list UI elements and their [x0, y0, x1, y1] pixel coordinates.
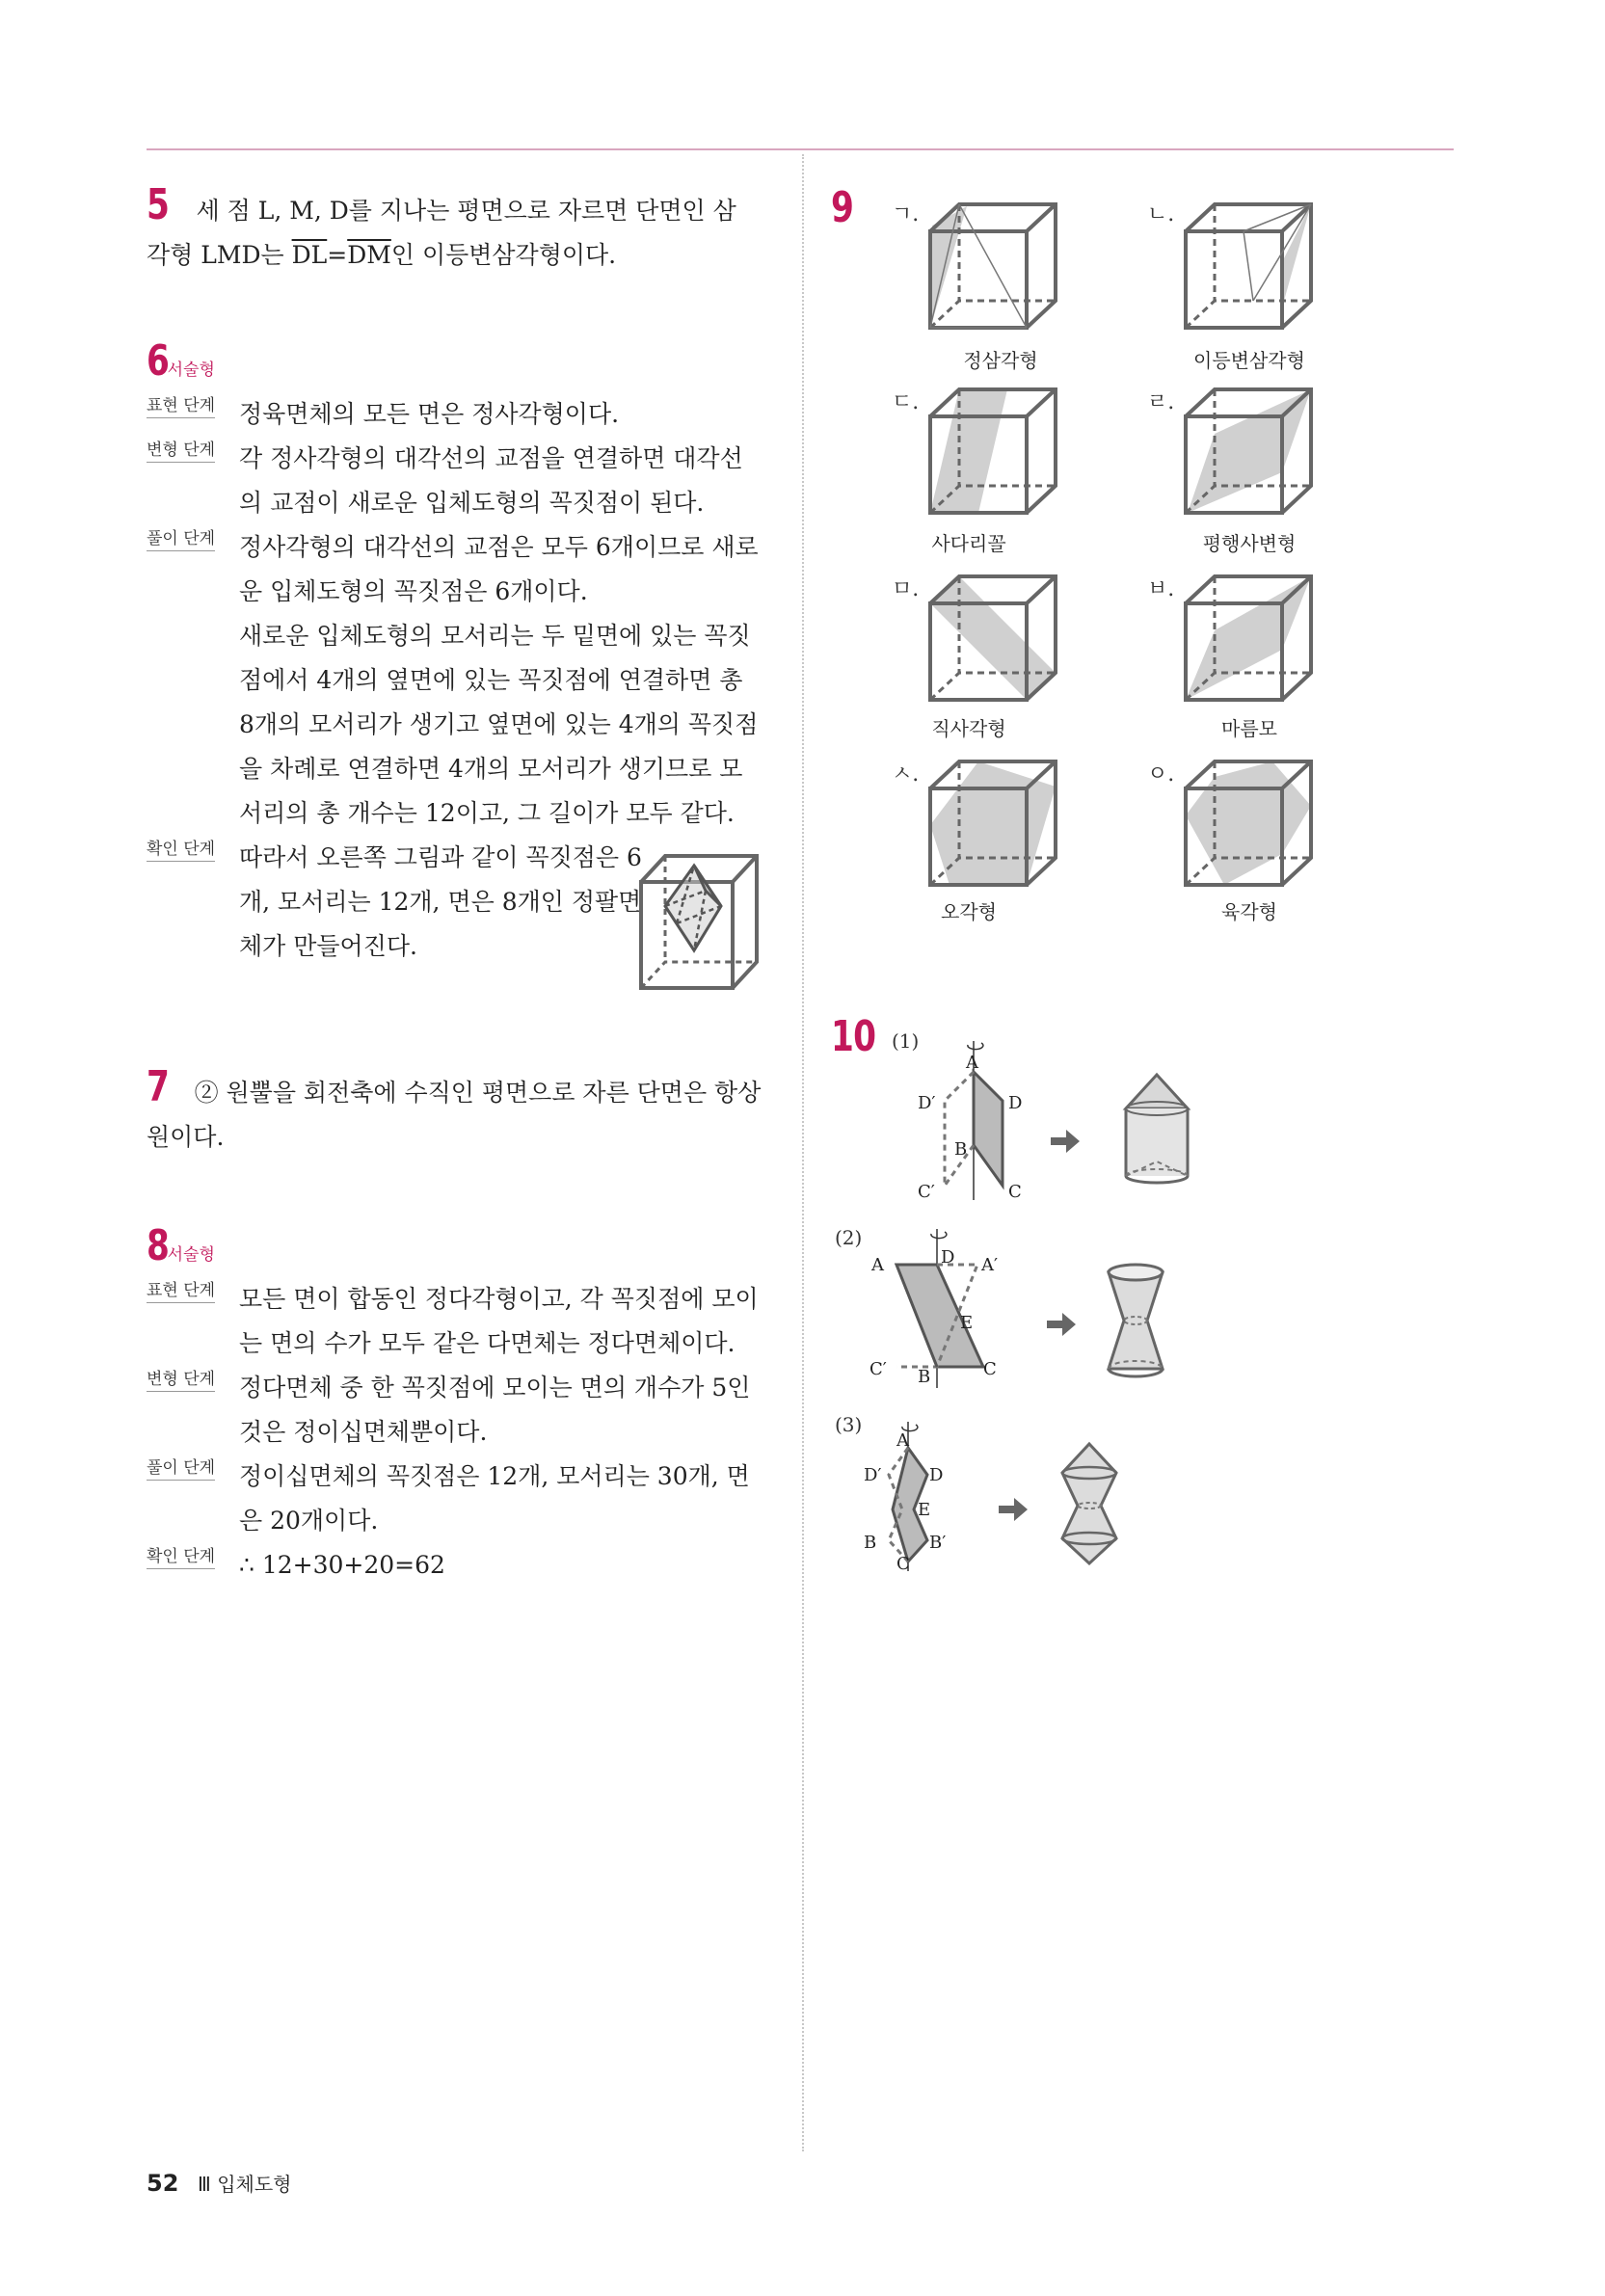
- question-7: [147, 1062, 763, 1160]
- item-caption: 사다리꼴: [931, 532, 1006, 555]
- q5-line2a: 각형 LMD는: [147, 241, 292, 269]
- part-mark: (1): [892, 1029, 920, 1053]
- item-mark: ㄹ.: [1147, 390, 1175, 414]
- point-label: A: [966, 1053, 978, 1073]
- cube-section-parallelogram: [1176, 386, 1321, 521]
- revolution-figure-1: [906, 1031, 1224, 1205]
- question-10-number: 10: [831, 1012, 876, 1061]
- step-label: 풀이 단계: [147, 1456, 215, 1481]
- point-label: C: [1008, 1182, 1022, 1202]
- step-transform: [147, 437, 763, 525]
- point-label: E: [918, 1500, 931, 1520]
- step-label: 확인 단계: [147, 838, 215, 862]
- step-text: 각 정사각형의 대각선의 교점을 연결하면 대각선의 교점이 새로운 입체도형의 꼭짓점이 된다.: [239, 444, 743, 517]
- item-mark: ㄷ.: [892, 390, 920, 414]
- cube-section-hexagon: [1176, 758, 1321, 893]
- item-mark: ㄱ.: [892, 202, 920, 227]
- step-text: 따라서 오른쪽 그림과 같이 꼭짓점은 6개, 모서리는 12개, 면은 8개인 정팔면체가 만들어진다.: [239, 843, 642, 960]
- revolution-figure-3: [858, 1417, 1186, 1571]
- point-label: B: [918, 1367, 931, 1387]
- double-cone-frustum-solid: [1062, 1444, 1116, 1563]
- revolution-figure-2: [858, 1224, 1186, 1398]
- question-number: 5: [147, 180, 170, 229]
- step-label: 풀이 단계: [147, 527, 215, 551]
- cube-section-rectangle: [921, 573, 1065, 707]
- point-label: C′: [918, 1182, 935, 1202]
- step-label: 표현 단계: [147, 1279, 215, 1303]
- step-label: 변형 단계: [147, 439, 215, 463]
- point-label: B: [864, 1533, 877, 1553]
- cube-section-rhombus: [1176, 573, 1321, 707]
- step-text: 정다면체 중 한 꼭짓점에 모이는 면의 개수가 5인 것은 정이십면체뿐이다.: [239, 1374, 751, 1446]
- arrow-right-icon: [1051, 1130, 1080, 1153]
- point-label: D′: [918, 1093, 936, 1113]
- item-mark: ㅇ.: [1147, 762, 1175, 787]
- point-label: C: [896, 1554, 910, 1571]
- cube-section-trapezoid: [921, 386, 1065, 521]
- item-mark: ㅁ.: [892, 577, 920, 601]
- point-label: D: [941, 1247, 955, 1268]
- question-number: 7: [147, 1062, 170, 1111]
- step-express: [147, 392, 763, 437]
- segment-dm: $\overline{DM}$: [347, 241, 391, 269]
- step-text: ∴ 12+30+20=62: [239, 1551, 445, 1579]
- item-caption: 평행사변형: [1202, 532, 1297, 555]
- column-divider: [802, 154, 804, 2151]
- point-label: B: [954, 1139, 968, 1160]
- step-text: 정이십면체의 꼭짓점은 12개, 모서리는 30개, 면은 20개이다.: [239, 1462, 750, 1535]
- part-mark: (2): [835, 1226, 863, 1249]
- point-label: D′: [864, 1465, 882, 1485]
- step-label: 변형 단계: [147, 1368, 215, 1392]
- item-mark: ㅅ.: [892, 762, 920, 787]
- point-label: A: [896, 1430, 909, 1451]
- octahedron-in-cube-figure: [636, 848, 766, 993]
- item-caption: 정삼각형: [963, 349, 1038, 372]
- step-solve: [147, 1455, 763, 1543]
- arrow-right-icon: [1047, 1313, 1076, 1336]
- question-number: 6: [147, 336, 170, 386]
- point-label: C: [983, 1359, 997, 1379]
- step-label: 확인 단계: [147, 1545, 215, 1569]
- step-confirm: [147, 836, 663, 969]
- top-rule: [147, 148, 1454, 150]
- cylinder-with-cone: [1126, 1075, 1188, 1183]
- cube-section-isosceles-triangle: [1176, 200, 1321, 335]
- q7-text: ② 원뿔을 회전축에 수직인 평면으로 자른 단면은 항상 원이다.: [147, 1079, 762, 1151]
- point-label: C′: [869, 1359, 887, 1379]
- q5-line2b: 인 이등변삼각형이다.: [390, 241, 617, 269]
- type-tag: 서술형: [167, 360, 215, 380]
- page-number: 52: [147, 2170, 179, 2197]
- double-frustum-solid: [1109, 1265, 1163, 1376]
- point-label: D: [929, 1465, 944, 1485]
- step-solve: [147, 525, 763, 836]
- question-5: [147, 180, 763, 278]
- step-transform: [147, 1366, 763, 1455]
- q5-line1: 세 점 L, M, D를 지나는 평면으로 자르면 단면인 삼: [196, 197, 736, 225]
- item-caption: 마름모: [1221, 717, 1277, 740]
- equals: =: [327, 241, 348, 269]
- page-footer: [147, 2169, 291, 2197]
- segment-dl: $\overline{DL}$: [291, 241, 328, 269]
- cube-section-pentagon: [921, 758, 1065, 893]
- item-caption: 육각형: [1221, 900, 1277, 923]
- item-mark: ㅂ.: [1147, 577, 1175, 601]
- step-confirm: [147, 1543, 763, 1588]
- step-express: [147, 1277, 763, 1366]
- rotation-arrow-icon: [931, 1232, 947, 1239]
- question-8: [147, 1221, 763, 1588]
- item-caption: 오각형: [941, 900, 997, 923]
- item-caption: 직사각형: [931, 717, 1006, 740]
- point-label: A: [871, 1255, 884, 1275]
- step-text-2: 새로운 입체도형의 모서리는 두 밑면에 있는 꼭짓점에서 4개의 옆면에 있는 꼭짓점에 연결하면 총 8개의 모서리가 생기고 옆면에 있는 4개의 꼭짓점을 차례로 연결하면 4개의 모서리가 생기므로 모서리의 총 개수는 12이고, 그 길이가 모두 같다.: [239, 622, 759, 827]
- point-label: E: [960, 1313, 974, 1333]
- point-label: B′: [929, 1533, 947, 1553]
- step-text: 모든 면이 합동인 정다각형이고, 각 꼭짓점에 모이는 면의 수가 모두 같은 다면체는 정다면체이다.: [239, 1285, 759, 1357]
- arrow-right-icon: [999, 1498, 1028, 1521]
- part-mark: (3): [835, 1413, 863, 1436]
- step-text: 정육면체의 모든 면은 정사각형이다.: [239, 400, 620, 428]
- point-label: A′: [981, 1255, 999, 1275]
- step-label: 표현 단계: [147, 394, 215, 418]
- point-label: D: [1008, 1093, 1023, 1113]
- question-number: 8: [147, 1221, 170, 1270]
- item-caption: 이등변삼각형: [1193, 349, 1305, 372]
- chapter-title: Ⅲ 입체도형: [198, 2173, 292, 2196]
- question-9-number: 9: [831, 183, 854, 232]
- rotation-arrow-icon: [968, 1043, 983, 1050]
- type-tag: 서술형: [167, 1245, 215, 1265]
- item-mark: ㄴ.: [1147, 202, 1175, 227]
- step-text: 정사각형의 대각선의 교점은 모두 6개이므로 새로운 입체도형의 꼭짓점은 6개이다.: [239, 533, 759, 605]
- cube-section-equilateral-triangle: [921, 200, 1065, 335]
